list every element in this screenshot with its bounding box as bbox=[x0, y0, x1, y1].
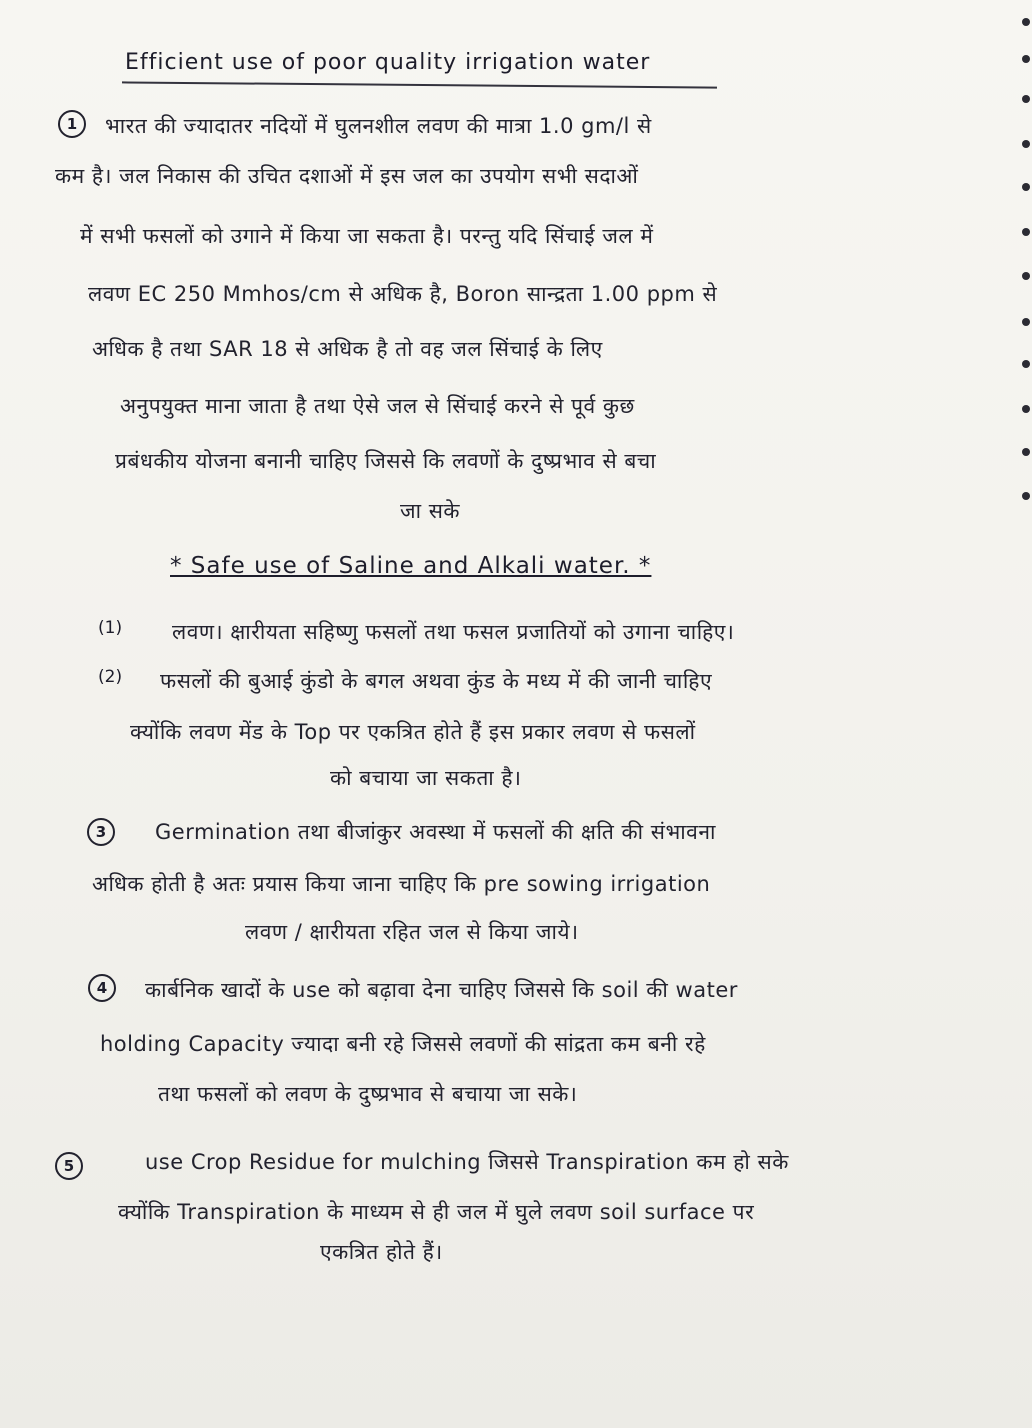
item-5-number: 5 bbox=[55, 1152, 83, 1180]
section-1-line: कम है। जल निकास की उचित दशाओं में इस जल का उपयोग सभी सदाओं bbox=[55, 164, 639, 188]
item-4-number: 4 bbox=[88, 974, 116, 1002]
item-2-line: को बचाया जा सकता है। bbox=[330, 766, 522, 790]
binder-edge bbox=[1018, 0, 1032, 1428]
item-3-line: Germination तथा बीजांकुर अवस्था में फसलों की क्षति की संभावना bbox=[155, 820, 716, 844]
item-2-number: (2) bbox=[98, 667, 123, 687]
section-1-line: भारत की ज्यादातर नदियों में घुलनशील लवण की मात्रा 1.0 gm/l से bbox=[105, 114, 652, 138]
section-subheading: * Safe use of Saline and Alkali water. * bbox=[170, 553, 652, 579]
title-underline bbox=[122, 81, 717, 88]
page-title: Efficient use of poor quality irrigation water bbox=[125, 50, 651, 75]
section-1-line: अधिक है तथा SAR 18 से अधिक है तो वह जल सिंचाई के लिए bbox=[92, 337, 603, 361]
item-3-line: अधिक होती है अतः प्रयास किया जाना चाहिए कि pre sowing irrigation bbox=[92, 872, 711, 896]
item-5-line: क्योंकि Transpiration के माध्यम से ही जल में घुले लवण soil surface पर bbox=[118, 1200, 755, 1224]
item-1-number: (1) bbox=[98, 618, 123, 638]
section-1-line: अनुपयुक्त माना जाता है तथा ऐसे जल से सिंचाई करने से पूर्व कुछ bbox=[120, 394, 635, 418]
item-2-line: क्योंकि लवण मेंड के Top पर एकत्रित होते हैं इस प्रकार लवण से फसलों bbox=[130, 720, 696, 744]
item-2-line: फसलों की बुआई कुंडो के बगल अथवा कुंड के मध्य में की जानी चाहिए bbox=[160, 669, 713, 693]
section-1-line: में सभी फसलों को उगाने में किया जा सकता है। परन्तु यदि सिंचाई जल में bbox=[80, 224, 654, 248]
item-5-line: use Crop Residue for mulching जिससे Transpiration कम हो सके bbox=[145, 1150, 789, 1174]
item-5-line: एकत्रित होते हैं। bbox=[320, 1240, 443, 1264]
section-1-line: लवण EC 250 Mmhos/cm से अधिक है, Boron सान्द्रता 1.00 ppm से bbox=[88, 282, 718, 306]
section-1-line: जा सके bbox=[400, 499, 461, 523]
section-1-number: 1 bbox=[58, 110, 86, 138]
item-3-line: लवण / क्षारीयता रहित जल से किया जाये। bbox=[245, 920, 579, 944]
section-1-line: प्रबंधकीय योजना बनानी चाहिए जिससे कि लवणों के दुष्प्रभाव से बचा bbox=[115, 449, 657, 473]
item-3-number: 3 bbox=[87, 818, 115, 846]
item-4-line: holding Capacity ज्यादा बनी रहे जिससे लवणों की सांद्रता कम बनी रहे bbox=[100, 1032, 706, 1056]
item-4-line: कार्बनिक खादों के use को बढ़ावा देना चाहिए जिससे कि soil की water bbox=[145, 978, 738, 1002]
item-4-line: तथा फसलों को लवण के दुष्प्रभाव से बचाया जा सके। bbox=[158, 1082, 578, 1106]
item-1-line: लवण। क्षारीयता सहिष्णु फसलों तथा फसल प्रजातियों को उगाना चाहिए। bbox=[172, 620, 735, 644]
